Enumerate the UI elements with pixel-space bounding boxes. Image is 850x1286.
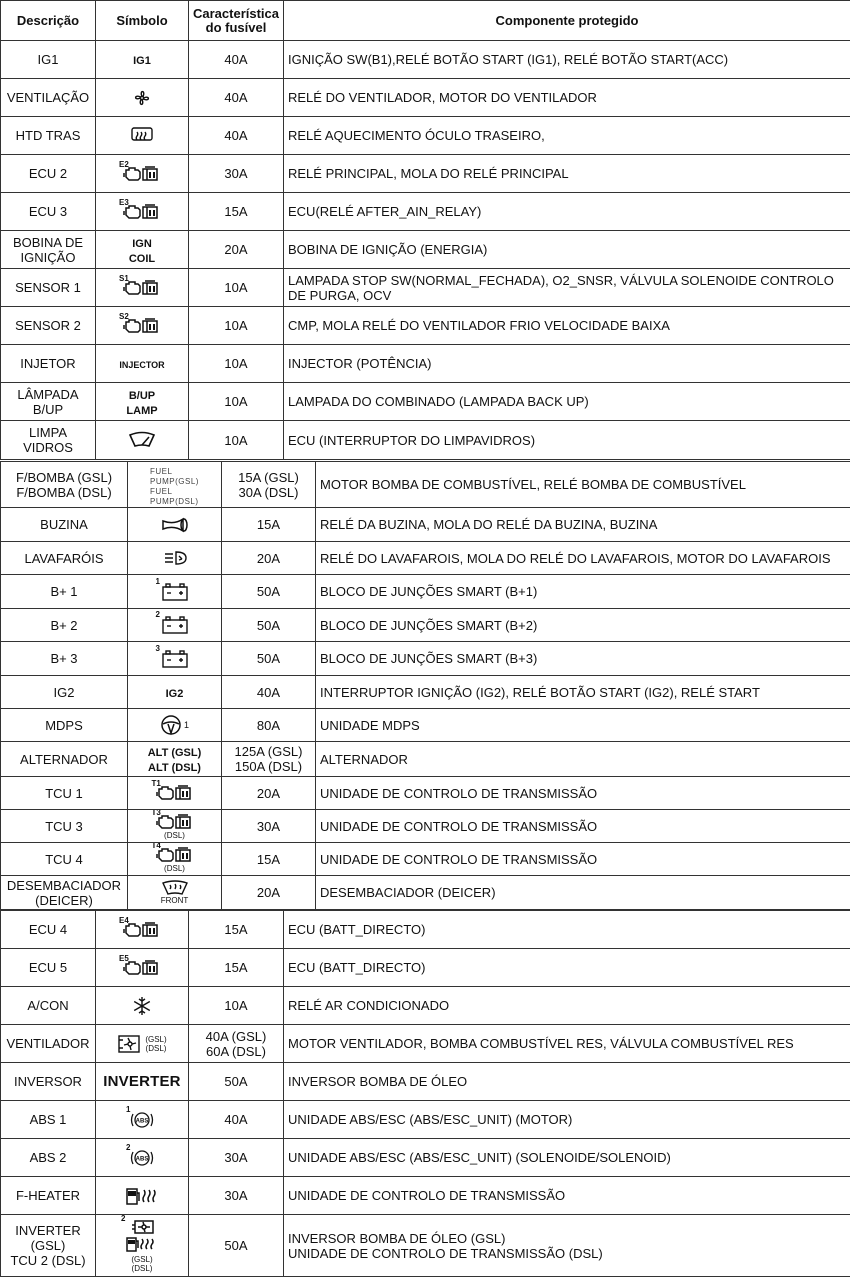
- symbol-cell: [96, 345, 189, 383]
- symbol-text: ALT (GSL) ALT (DSL): [147, 747, 202, 774]
- protected-component: UNIDADE ABS/ESC (ABS/ESC_UNIT) (SOLENOIDE/SOLENOID): [284, 1139, 850, 1177]
- protected-component: ECU (BATT_DIRECTO): [284, 949, 850, 987]
- table-row: [1, 843, 850, 876]
- symbol-cell: [96, 1177, 189, 1215]
- fuse-rating: 20A: [189, 231, 284, 269]
- symbol-cell: [128, 742, 222, 777]
- engine-ecu-icon: [119, 159, 161, 183]
- table-row: [1, 41, 850, 79]
- symbol-cell: [96, 911, 189, 949]
- symbol-cell: [128, 709, 222, 742]
- engine-ecu-icon: [119, 311, 161, 335]
- fuse-rating: 10A: [189, 987, 284, 1025]
- steering-wheel-icon: [160, 714, 189, 736]
- rear-defrost-icon: [129, 126, 155, 146]
- protected-component: INVERSOR BOMBA DE ÓLEO: [284, 1063, 850, 1101]
- fuse-rating: 30A: [189, 1139, 284, 1177]
- symbol-cell: [96, 155, 189, 193]
- protected-component: INJECTOR (POTÊNCIA): [284, 345, 850, 383]
- engine-ecu-icon: [119, 953, 161, 977]
- fuse-rating: 10A: [189, 307, 284, 345]
- symbol-text: IGN COIL: [128, 237, 156, 265]
- fuse-description: ECU 5: [1, 949, 96, 987]
- fuse-table-section-1: [0, 0, 850, 460]
- symbol-variant-label: (DSL): [164, 830, 185, 840]
- fuse-description: BOBINA DE IGNIÇÃO: [1, 231, 96, 269]
- table-row: [1, 777, 850, 810]
- fuse-rating: 40A (GSL) 60A (DSL): [189, 1025, 284, 1063]
- fuse-description: MDPS: [1, 709, 128, 742]
- protected-component: INTERRUPTOR IGNIÇÃO (IG2), RELÉ BOTÃO START (IG2), RELÉ START: [316, 676, 850, 709]
- fuse-rating: 20A: [222, 876, 316, 910]
- table-row: [1, 542, 850, 575]
- fuse-description: F/BOMBA (GSL) F/BOMBA (DSL): [1, 462, 128, 508]
- fuse-rating: 20A: [222, 542, 316, 575]
- protected-component: LAMPADA DO COMBINADO (LAMPADA BACK UP): [284, 383, 850, 421]
- engine-ecu-icon: [119, 197, 161, 221]
- radiator-fan-heater-icon: [121, 1214, 159, 1255]
- symbol-text: INJECTOR: [119, 360, 165, 370]
- fuse-rating: 30A: [189, 1177, 284, 1215]
- symbol-cell: [96, 1025, 189, 1063]
- fuse-description: F-HEATER: [1, 1177, 96, 1215]
- symbol-superscript: S1: [119, 273, 129, 283]
- protected-component: DESEMBACIADOR (DEICER): [316, 876, 850, 910]
- fuse-rating: 40A: [189, 79, 284, 117]
- table-row: [1, 508, 850, 542]
- table-row: [1, 949, 850, 987]
- symbol-text: IG1: [133, 55, 151, 67]
- table-row: [1, 193, 850, 231]
- protected-component: UNIDADE DE CONTROLO DE TRANSMISSÃO: [316, 777, 850, 810]
- fuse-description: INVERTER (GSL) TCU 2 (DSL): [1, 1215, 96, 1277]
- abs-icon: [126, 1104, 154, 1130]
- symbol-variant-label: FRONT: [160, 896, 189, 905]
- fuel-pump-icon: [150, 467, 199, 507]
- fuse-rating: 10A: [189, 269, 284, 307]
- fuse-description: ECU 4: [1, 911, 96, 949]
- header-caracteristica: Característica do fusível: [189, 1, 284, 41]
- protected-component: BOBINA DE IGNIÇÃO (ENERGIA): [284, 231, 850, 269]
- fuse-description: B+ 2: [1, 609, 128, 642]
- symbol-superscript: 2: [155, 610, 160, 619]
- engine-ecu-icon: [151, 779, 194, 802]
- fuse-description: SENSOR 2: [1, 307, 96, 345]
- fuse-description: ECU 2: [1, 155, 96, 193]
- fuse-rating: 15A: [222, 508, 316, 542]
- protected-component: BLOCO DE JUNÇÕES SMART (B+2): [316, 609, 850, 642]
- fuse-description: TCU 4: [1, 843, 128, 876]
- symbol-text: B/UP LAMP: [126, 389, 158, 417]
- wiper-icon: [127, 431, 157, 449]
- symbol-cell: [128, 575, 222, 609]
- fuse-description: VENTILAÇÃO: [1, 79, 96, 117]
- fuse-description: ABS 1: [1, 1101, 96, 1139]
- table-header-row: [1, 1, 850, 41]
- engine-ecu-icon: [119, 273, 161, 297]
- protected-component: RELÉ PRINCIPAL, MOLA DO RELÉ PRINCIPAL: [284, 155, 850, 193]
- symbol-cell: [96, 949, 189, 987]
- symbol-cell: [96, 193, 189, 231]
- fuse-rating: 15A: [189, 911, 284, 949]
- symbol-subscript: 1: [183, 720, 189, 730]
- symbol-cell: [96, 307, 189, 345]
- table-row: [1, 462, 850, 508]
- engine-ecu-icon: [151, 842, 194, 864]
- fuse-rating: 20A: [222, 777, 316, 810]
- fuse-description: INVERSOR: [1, 1063, 96, 1101]
- snowflake-icon: [131, 995, 153, 1017]
- headlamp-washer-icon: [162, 549, 188, 567]
- symbol-superscript: E5: [119, 953, 129, 963]
- table-row: [1, 345, 850, 383]
- fuse-description: IG2: [1, 676, 128, 709]
- protected-component: MOTOR BOMBA DE COMBUSTÍVEL, RELÉ BOMBA DE COMBUSTÍVEL: [316, 462, 850, 508]
- fuel-heater-icon: [125, 1185, 159, 1207]
- fuse-description: SENSOR 1: [1, 269, 96, 307]
- fuse-description: LIMPA VIDROS: [1, 421, 96, 460]
- protected-component: INVERSOR BOMBA DE ÓLEO (GSL) UNIDADE DE CONTROLO DE TRANSMISSÃO (DSL): [284, 1215, 850, 1277]
- table-row: [1, 1177, 850, 1215]
- table-row: [1, 987, 850, 1025]
- table-row: [1, 79, 850, 117]
- symbol-superscript: E3: [119, 197, 129, 207]
- fuse-rating: 40A: [189, 117, 284, 155]
- abs-icon: [126, 1142, 154, 1168]
- symbol-superscript: T3: [151, 809, 161, 817]
- symbol-cell: [128, 609, 222, 642]
- fuel-pump-label: PUMP(DSL): [150, 497, 199, 506]
- symbol-cell: [128, 642, 222, 676]
- protected-component: UNIDADE DE CONTROLO DE TRANSMISSÃO: [316, 843, 850, 876]
- symbol-cell: [96, 231, 189, 269]
- symbol-superscript: S2: [119, 311, 129, 321]
- table-row: [1, 676, 850, 709]
- fuel-pump-label: FUEL: [150, 487, 173, 496]
- table-row: [1, 1215, 850, 1277]
- table-row: [1, 383, 850, 421]
- fuse-table-section-2: [0, 461, 850, 910]
- protected-component: RELÉ AQUECIMENTO ÓCULO TRASEIRO,: [284, 117, 850, 155]
- protected-component: ALTERNADOR: [316, 742, 850, 777]
- protected-component: MOTOR VENTILADOR, BOMBA COMBUSTÍVEL RES, VÁLVULA COMBUSTÍVEL RES: [284, 1025, 850, 1063]
- radiator-fan-icon: [117, 1033, 143, 1055]
- symbol-cell: [128, 508, 222, 542]
- table-row: [1, 1063, 850, 1101]
- table-row: [1, 609, 850, 642]
- symbol-cell: [96, 987, 189, 1025]
- symbol-cell: [96, 117, 189, 155]
- battery-icon: [155, 576, 190, 602]
- fuse-rating: 80A: [222, 709, 316, 742]
- fuse-table-section-3: [0, 910, 850, 1277]
- symbol-cell: [96, 1215, 189, 1277]
- table-row: [1, 642, 850, 676]
- table-row: [1, 575, 850, 609]
- symbol-text: INVERTER: [103, 1073, 181, 1090]
- symbol-cell: [96, 383, 189, 421]
- table-row: [1, 117, 850, 155]
- symbol-cell: [96, 269, 189, 307]
- engine-ecu-icon: [151, 809, 194, 831]
- fuse-rating: 125A (GSL) 150A (DSL): [222, 742, 316, 777]
- symbol-cell: [128, 462, 222, 508]
- symbol-variant-label: (DSL): [164, 863, 185, 873]
- fuse-description: B+ 1: [1, 575, 128, 609]
- battery-icon: [155, 643, 190, 669]
- fuse-rating: 10A: [189, 421, 284, 460]
- fuse-rating: 50A: [189, 1215, 284, 1277]
- symbol-cell: [128, 676, 222, 709]
- symbol-superscript: E4: [119, 915, 129, 925]
- fuse-rating: 30A: [222, 810, 316, 843]
- engine-ecu-icon: [119, 915, 161, 939]
- symbol-cell: [128, 843, 222, 876]
- protected-component: BLOCO DE JUNÇÕES SMART (B+3): [316, 642, 850, 676]
- fuse-rating: 15A: [222, 843, 316, 876]
- table-row: [1, 1139, 850, 1177]
- table-row: [1, 876, 850, 910]
- table-row: [1, 421, 850, 460]
- protected-component: BLOCO DE JUNÇÕES SMART (B+1): [316, 575, 850, 609]
- protected-component: LAMPADA STOP SW(NORMAL_FECHADA), O2_SNSR, VÁLVULA SOLENOIDE CONTROLO DE PURGA, OCV: [284, 269, 850, 307]
- fuse-description: INJETOR: [1, 345, 96, 383]
- table-row: [1, 269, 850, 307]
- fuse-description: B+ 3: [1, 642, 128, 676]
- protected-component: UNIDADE DE CONTROLO DE TRANSMISSÃO: [284, 1177, 850, 1215]
- table-row: [1, 810, 850, 843]
- symbol-cell: [128, 777, 222, 810]
- header-simbolo: Símbolo: [96, 1, 189, 41]
- symbol-cell: [96, 1101, 189, 1139]
- protected-component: RELÉ DO VENTILADOR, MOTOR DO VENTILADOR: [284, 79, 850, 117]
- table-row: [1, 307, 850, 345]
- fuse-description: IG1: [1, 41, 96, 79]
- protected-component: RELÉ DO LAVAFAROIS, MOLA DO RELÉ DO LAVAFAROIS, MOTOR DO LAVAFAROIS: [316, 542, 850, 575]
- symbol-superscript: 2: [121, 1214, 126, 1223]
- fuel-pump-label: PUMP(GSL): [150, 477, 199, 486]
- table-row: [1, 911, 850, 949]
- fuse-rating: 50A: [189, 1063, 284, 1101]
- fuse-rating: 50A: [222, 609, 316, 642]
- symbol-superscript: T4: [151, 842, 161, 850]
- symbol-superscript: T1: [151, 779, 161, 788]
- protected-component: ECU (BATT_DIRECTO): [284, 911, 850, 949]
- protected-component: UNIDADE DE CONTROLO DE TRANSMISSÃO: [316, 810, 850, 843]
- symbol-cell: [128, 542, 222, 575]
- fuse-description: LÂMPADA B/UP: [1, 383, 96, 421]
- fuse-description: ABS 2: [1, 1139, 96, 1177]
- fuse-description: TCU 3: [1, 810, 128, 843]
- fuse-rating: 10A: [189, 383, 284, 421]
- fan-icon: [131, 87, 153, 109]
- fuse-rating: 40A: [222, 676, 316, 709]
- symbol-cell: [128, 810, 222, 843]
- symbol-superscript: 3: [155, 643, 160, 653]
- fuse-rating: 10A: [189, 345, 284, 383]
- symbol-variant-label: (GSL) (DSL): [131, 1254, 153, 1273]
- fuse-rating: 30A: [189, 155, 284, 193]
- symbol-cell: [96, 41, 189, 79]
- table-row: [1, 742, 850, 777]
- table-row: [1, 1101, 850, 1139]
- fuse-description: ALTERNADOR: [1, 742, 128, 777]
- fuse-description: HTD TRAS: [1, 117, 96, 155]
- symbol-cell: [96, 1063, 189, 1101]
- protected-component: ECU(RELÉ AFTER_AIN_RELAY): [284, 193, 850, 231]
- fuse-description: DESEMBACIADOR (DEICER): [1, 876, 128, 910]
- table-row: [1, 231, 850, 269]
- front-defrost-icon: [161, 880, 189, 896]
- symbol-variant-label: (GSL) (DSL): [145, 1034, 167, 1053]
- battery-icon: [155, 610, 190, 635]
- protected-component: CMP, MOLA RELÉ DO VENTILADOR FRIO VELOCIDADE BAIXA: [284, 307, 850, 345]
- fuse-description: A/CON: [1, 987, 96, 1025]
- fuse-description: ECU 3: [1, 193, 96, 231]
- fuse-description: LAVAFARÓIS: [1, 542, 128, 575]
- protected-component: UNIDADE ABS/ESC (ABS/ESC_UNIT) (MOTOR): [284, 1101, 850, 1139]
- fuse-rating: 50A: [222, 642, 316, 676]
- symbol-superscript: 1: [155, 576, 160, 586]
- protected-component: ECU (INTERRUPTOR DO LIMPAVIDROS): [284, 421, 850, 460]
- symbol-text: IG2: [165, 687, 184, 700]
- fuse-rating: 15A (GSL) 30A (DSL): [222, 462, 316, 508]
- fuse-rating: 15A: [189, 193, 284, 231]
- table-row: [1, 1025, 850, 1063]
- symbol-superscript: 1: [126, 1104, 131, 1114]
- fuel-pump-label: FUEL: [150, 467, 173, 476]
- svg-text:ABS: ABS: [135, 1118, 149, 1124]
- symbol-cell: [128, 876, 222, 910]
- header-descricao: Descrição: [1, 1, 96, 41]
- svg-text:ABS: ABS: [135, 1156, 149, 1162]
- symbol-cell: [96, 1139, 189, 1177]
- protected-component: IGNIÇÃO SW(B1),RELÉ BOTÃO START (IG1), RELÉ BOTÃO START(ACC): [284, 41, 850, 79]
- protected-component: UNIDADE MDPS: [316, 709, 850, 742]
- fuse-description: BUZINA: [1, 508, 128, 542]
- table-row: [1, 709, 850, 742]
- protected-component: RELÉ AR CONDICIONADO: [284, 987, 850, 1025]
- protected-component: RELÉ DA BUZINA, MOLA DO RELÉ DA BUZINA, BUZINA: [316, 508, 850, 542]
- horn-icon: [160, 516, 190, 534]
- header-componente: Componente protegido: [284, 1, 850, 41]
- fuse-description: VENTILADOR: [1, 1025, 96, 1063]
- fuse-description: TCU 1: [1, 777, 128, 810]
- fuse-rating: 40A: [189, 41, 284, 79]
- table-row: [1, 155, 850, 193]
- symbol-superscript: 2: [126, 1142, 131, 1152]
- symbol-cell: [96, 79, 189, 117]
- fuse-rating: 15A: [189, 949, 284, 987]
- fuse-rating: 40A: [189, 1101, 284, 1139]
- symbol-cell: [96, 421, 189, 460]
- symbol-superscript: E2: [119, 159, 129, 169]
- fuse-rating: 50A: [222, 575, 316, 609]
